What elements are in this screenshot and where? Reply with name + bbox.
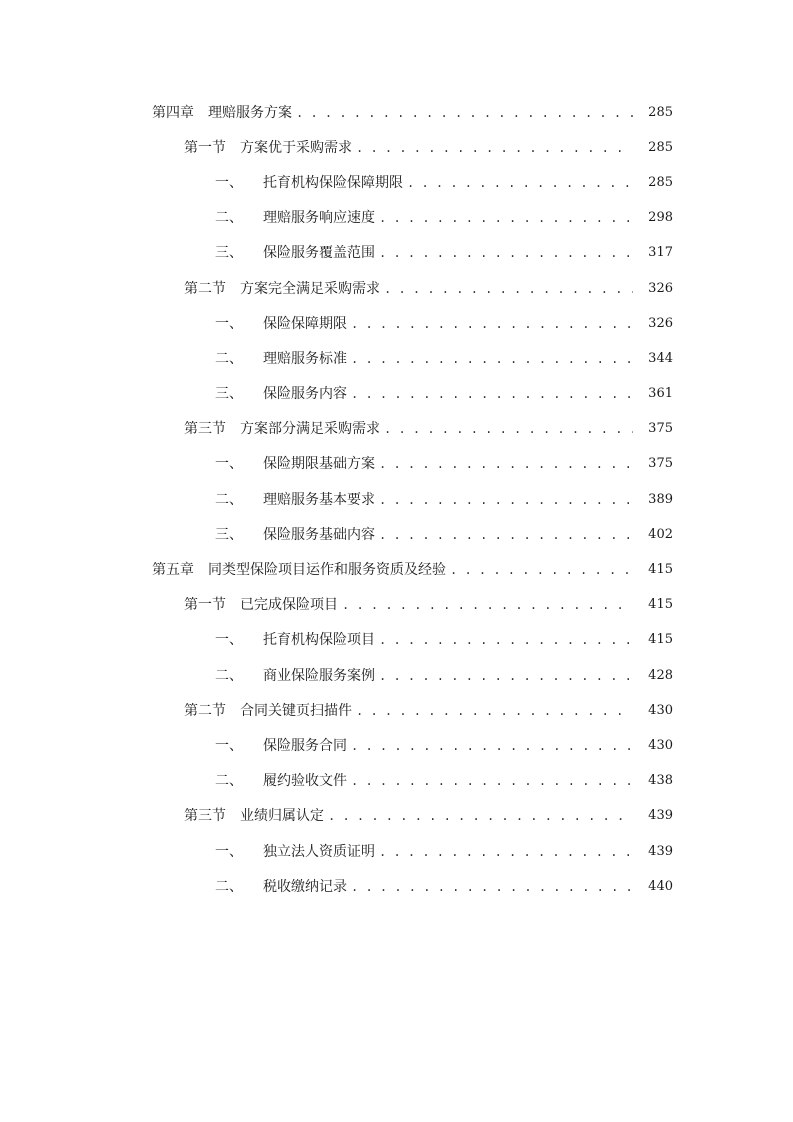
toc-entry-title: 同类型保险项目运作和服务资质及经验 bbox=[208, 562, 446, 579]
toc-entry-number: 第二节 bbox=[184, 702, 226, 719]
toc-entry-item[interactable] bbox=[0, 341, 793, 376]
toc-dot-leader bbox=[351, 349, 633, 369]
toc-entry-item[interactable] bbox=[0, 517, 793, 552]
toc-entry-number: 第二节 bbox=[184, 280, 226, 297]
toc-entry-label bbox=[215, 349, 347, 369]
toc-entry-item[interactable] bbox=[0, 201, 793, 236]
toc-entry-number: 二、 bbox=[215, 773, 243, 790]
toc-dot-leader bbox=[379, 243, 633, 263]
toc-entry-title: 理赔服务方案 bbox=[208, 104, 292, 121]
toc-dot-leader bbox=[379, 842, 633, 862]
toc-dot-leader bbox=[379, 525, 633, 545]
toc-entry-item[interactable] bbox=[0, 728, 793, 763]
toc-entry-title: 方案部分满足采购需求 bbox=[240, 421, 380, 438]
toc-dot-leader bbox=[379, 630, 633, 650]
toc-page-number: 285 bbox=[648, 174, 673, 190]
toc-entry-number: 一、 bbox=[215, 174, 243, 191]
toc-entry-title: 理赔服务基本要求 bbox=[263, 491, 375, 508]
toc-entry-label bbox=[215, 173, 403, 193]
toc-entry-number: 一、 bbox=[215, 456, 243, 473]
toc-dot-leader bbox=[356, 138, 633, 158]
toc-entry-number: 第一节 bbox=[184, 597, 226, 614]
toc-entry-title: 商业保险服务案例 bbox=[263, 667, 375, 684]
toc-entry-label bbox=[152, 560, 446, 580]
toc-entry-section[interactable] bbox=[0, 799, 793, 834]
toc-entry-title: 保险期限基础方案 bbox=[263, 456, 375, 473]
toc-page-number: 375 bbox=[648, 421, 673, 437]
toc-entry-label bbox=[215, 208, 375, 228]
toc-entry-number: 一、 bbox=[215, 315, 243, 332]
toc-page-number: 344 bbox=[648, 350, 673, 366]
toc-page-number: 430 bbox=[648, 737, 673, 753]
toc-entry-item[interactable] bbox=[0, 764, 793, 799]
toc-page-number: 298 bbox=[648, 210, 673, 226]
toc-entry-number: 第四章 bbox=[152, 104, 194, 121]
toc-entry-label bbox=[215, 314, 347, 334]
toc-entry-item[interactable] bbox=[0, 165, 793, 200]
toc-entry-title: 保险保障期限 bbox=[263, 315, 347, 332]
toc-page-number: 415 bbox=[648, 597, 673, 613]
toc-dot-leader bbox=[384, 279, 633, 299]
toc-entry-title: 方案优于采购需求 bbox=[240, 139, 352, 156]
toc-entry-number: 二、 bbox=[215, 350, 243, 367]
toc-dot-leader bbox=[351, 384, 633, 404]
toc-dot-leader bbox=[351, 736, 633, 756]
toc-page-number: 430 bbox=[648, 702, 673, 718]
toc-entry-number: 一、 bbox=[215, 843, 243, 860]
toc-entry-number: 第五章 bbox=[152, 562, 194, 579]
toc-entry-item[interactable] bbox=[0, 658, 793, 693]
toc-entry-item[interactable] bbox=[0, 834, 793, 869]
toc-dot-leader bbox=[379, 490, 633, 510]
toc-entry-label bbox=[215, 525, 375, 545]
toc-page-number: 415 bbox=[648, 562, 673, 578]
toc-page-number: 361 bbox=[648, 386, 673, 402]
toc-entry-title: 理赔服务响应速度 bbox=[263, 210, 375, 227]
toc-page-number: 415 bbox=[648, 632, 673, 648]
toc-entry-title: 已完成保险项目 bbox=[240, 597, 338, 614]
toc-entry-label bbox=[215, 384, 347, 404]
toc-page-number: 326 bbox=[648, 315, 673, 331]
toc-entry-label bbox=[215, 877, 347, 897]
toc-entry-label bbox=[215, 771, 347, 791]
toc-dot-leader bbox=[351, 314, 633, 334]
toc-entry-number: 第三节 bbox=[184, 421, 226, 438]
toc-entry-number: 一、 bbox=[215, 737, 243, 754]
toc-entry-number: 二、 bbox=[215, 667, 243, 684]
toc-page-number: 439 bbox=[648, 843, 673, 859]
toc-entry-label bbox=[184, 138, 352, 158]
toc-entry-label bbox=[184, 701, 352, 721]
toc-entry-title: 合同关键页扫描件 bbox=[240, 702, 352, 719]
toc-dot-leader bbox=[328, 806, 633, 826]
toc-entry-title: 保险服务内容 bbox=[263, 386, 347, 403]
toc-entry-number: 一、 bbox=[215, 632, 243, 649]
toc-entry-number: 三、 bbox=[215, 386, 243, 403]
toc-entry-chapter-4[interactable] bbox=[0, 95, 793, 130]
toc-entry-title: 托育机构保险保障期限 bbox=[263, 174, 403, 191]
toc-entry-label bbox=[215, 243, 375, 263]
toc-entry-label bbox=[184, 595, 338, 615]
toc-dot-leader bbox=[356, 701, 633, 721]
toc-entry-number: 二、 bbox=[215, 878, 243, 895]
toc-entry-title: 保险服务基础内容 bbox=[263, 526, 375, 543]
toc-entry-title: 税收缴纳记录 bbox=[263, 878, 347, 895]
toc-page-number: 326 bbox=[648, 280, 673, 296]
toc-entry-title: 托育机构保险项目 bbox=[263, 632, 375, 649]
toc-entry-label bbox=[184, 806, 324, 826]
toc-dot-leader bbox=[450, 560, 633, 580]
toc-entry-item[interactable] bbox=[0, 869, 793, 904]
toc-page-number: 285 bbox=[648, 104, 673, 120]
toc-entry-item[interactable] bbox=[0, 306, 793, 341]
toc-page-number: 438 bbox=[648, 773, 673, 789]
toc-page-number: 440 bbox=[648, 878, 673, 894]
toc-entry-section[interactable] bbox=[0, 588, 793, 623]
toc-entry-chapter-5[interactable] bbox=[0, 552, 793, 587]
toc-entry-section[interactable] bbox=[0, 693, 793, 728]
toc-entry-number: 二、 bbox=[215, 210, 243, 227]
toc-entry-section[interactable] bbox=[0, 412, 793, 447]
toc-entry-number: 二、 bbox=[215, 491, 243, 508]
toc-page-number: 317 bbox=[648, 245, 673, 261]
toc-entry-title: 保险服务合同 bbox=[263, 737, 347, 754]
toc-dot-leader bbox=[351, 771, 633, 791]
toc-entry-label bbox=[184, 419, 380, 439]
toc-entry-label bbox=[184, 279, 380, 299]
toc-entry-label bbox=[152, 103, 292, 123]
toc-entry-section[interactable] bbox=[0, 271, 793, 306]
toc-page-number: 428 bbox=[648, 667, 673, 683]
toc-entry-title: 业绩归属认定 bbox=[240, 808, 324, 825]
toc-page-number: 285 bbox=[648, 139, 673, 155]
toc-entry-number: 三、 bbox=[215, 245, 243, 262]
toc-entry-item[interactable] bbox=[0, 377, 793, 412]
toc-dot-leader bbox=[384, 419, 633, 439]
toc-entry-label bbox=[215, 454, 375, 474]
toc-entry-title: 履约验收文件 bbox=[263, 773, 347, 790]
toc-dot-leader bbox=[407, 173, 633, 193]
toc-page-number: 402 bbox=[648, 526, 673, 542]
toc-entry-title: 独立法人资质证明 bbox=[263, 843, 375, 860]
toc-entry-title: 理赔服务标准 bbox=[263, 350, 347, 367]
toc-dot-leader bbox=[342, 595, 633, 615]
toc-page-number: 439 bbox=[648, 808, 673, 824]
toc-dot-leader bbox=[379, 208, 633, 228]
toc-entry-item[interactable] bbox=[0, 623, 793, 658]
table-of-contents bbox=[0, 95, 793, 904]
toc-page-number: 389 bbox=[648, 491, 673, 507]
toc-entry-number: 第三节 bbox=[184, 808, 226, 825]
toc-entry-title: 方案完全满足采购需求 bbox=[240, 280, 380, 297]
toc-entry-label bbox=[215, 736, 347, 756]
toc-entry-label bbox=[215, 630, 375, 650]
toc-entry-section[interactable] bbox=[0, 130, 793, 165]
toc-page-number: 375 bbox=[648, 456, 673, 472]
toc-dot-leader bbox=[379, 666, 633, 686]
toc-entry-label bbox=[215, 490, 375, 510]
toc-dot-leader bbox=[351, 877, 633, 897]
toc-entry-item[interactable] bbox=[0, 482, 793, 517]
toc-entry-title: 保险服务覆盖范围 bbox=[263, 245, 375, 262]
toc-entry-label bbox=[215, 842, 375, 862]
toc-entry-number: 三、 bbox=[215, 526, 243, 543]
toc-dot-leader bbox=[379, 454, 633, 474]
toc-entry-item[interactable] bbox=[0, 236, 793, 271]
toc-dot-leader bbox=[296, 103, 633, 123]
toc-entry-label bbox=[215, 666, 375, 686]
toc-entry-item[interactable] bbox=[0, 447, 793, 482]
toc-entry-number: 第一节 bbox=[184, 139, 226, 156]
